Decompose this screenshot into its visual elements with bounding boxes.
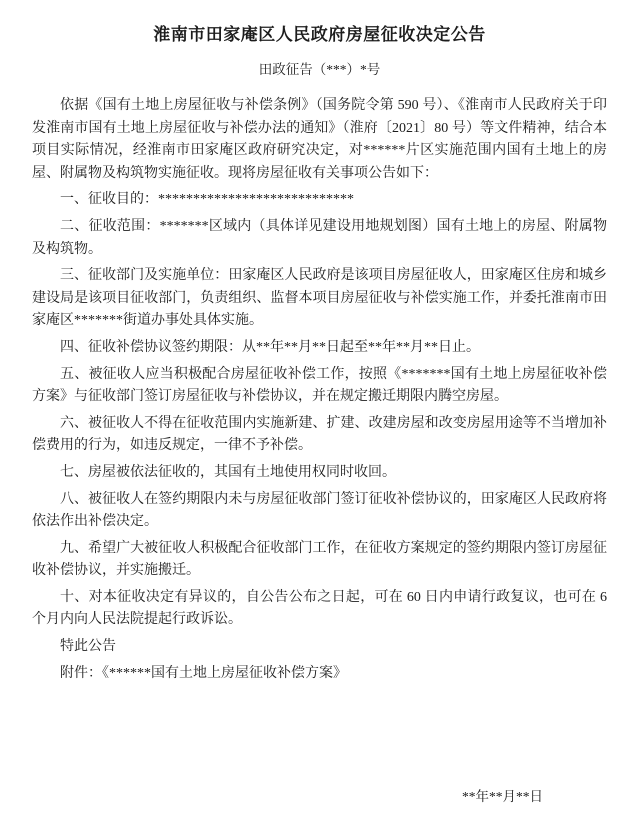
paragraph-item-7: 七、房屋被依法征收的，其国有土地使用权同时收回。 — [60, 464, 396, 480]
paragraph-item-6: 六、被征收人不得在征收范围内实施新建、扩建、改建房屋和改变房屋用途等不当增加补偿费用的行为，如违反规定，一律不予补偿。 — [32, 415, 607, 454]
paragraph-item-5: 五、被征收人应当积极配合房屋征收补偿工作，按照《*******国有土地上房屋征收补偿方案》与征收部门签订房屋征收与补偿协议，并在规定搬迁期限内腾空房屋。 — [32, 366, 607, 405]
document-body — [32, 95, 607, 685]
paragraph-item-8: 八、被征收人在签约期限内未与房屋征收部门签订征收补偿协议的，田家庵区人民政府将依法作出补偿决定。 — [32, 491, 607, 530]
paragraph-attachment: 附件：《******国有土地上房屋征收补偿方案》 — [60, 665, 347, 681]
document-number: 田政征告（***）*号 — [258, 62, 381, 77]
paragraph-item-10: 十、对本征收决定有异议的，自公告公布之日起，可在 60 日内申请行政复议，也可在 6 个月内向人民法院提起行政诉讼。 — [32, 589, 607, 628]
paragraph-item-1: 一、征收目的：**************************** — [60, 192, 354, 208]
paragraph-intro: 依据《国有土地上房屋征收与补偿条例》（国务院令第 590 号）、《淮南市人民政府关于印发淮南市国有土地上房屋征收与补偿办法的通知》（淮府〔2021〕80 号）等文件精神，结合本项目实际情况，经淮南市田家庵区政府研究决定，对******片区实施范围内国有土地上的房屋、附属物及构筑物实施征收。现将房屋征收有关事项公告如下： — [32, 98, 607, 181]
paragraph-item-9: 九、希望广大被征收人积极配合征收部门工作，在征收方案规定的签约期限内签订房屋征收补偿协议，并实施搬迁。 — [32, 540, 607, 579]
paragraph-item-3: 三、征收部门及实施单位：田家庵区人民政府是该项目房屋征收人，田家庵区住房和城乡建设局是该项目征收部门，负责组织、监督本项目房屋征收与补偿实施工作，并委托淮南市田家庵区*******街道办事处具体实施。 — [32, 268, 607, 329]
paragraph-closing: 特此公告 — [60, 639, 116, 655]
document-title: 淮南市田家庵区人民政府房屋征收决定公告 — [153, 25, 486, 44]
paragraph-item-2: 二、征收范围：*******区域内（具体详见建设用地规划图）国有土地上的房屋、附属物及构筑物。 — [32, 218, 607, 257]
document-date: **年**月**日 — [462, 789, 543, 805]
paragraph-item-4: 四、征收补偿协议签约期限：从**年**月**日起至**年**月**日止。 — [60, 339, 480, 355]
